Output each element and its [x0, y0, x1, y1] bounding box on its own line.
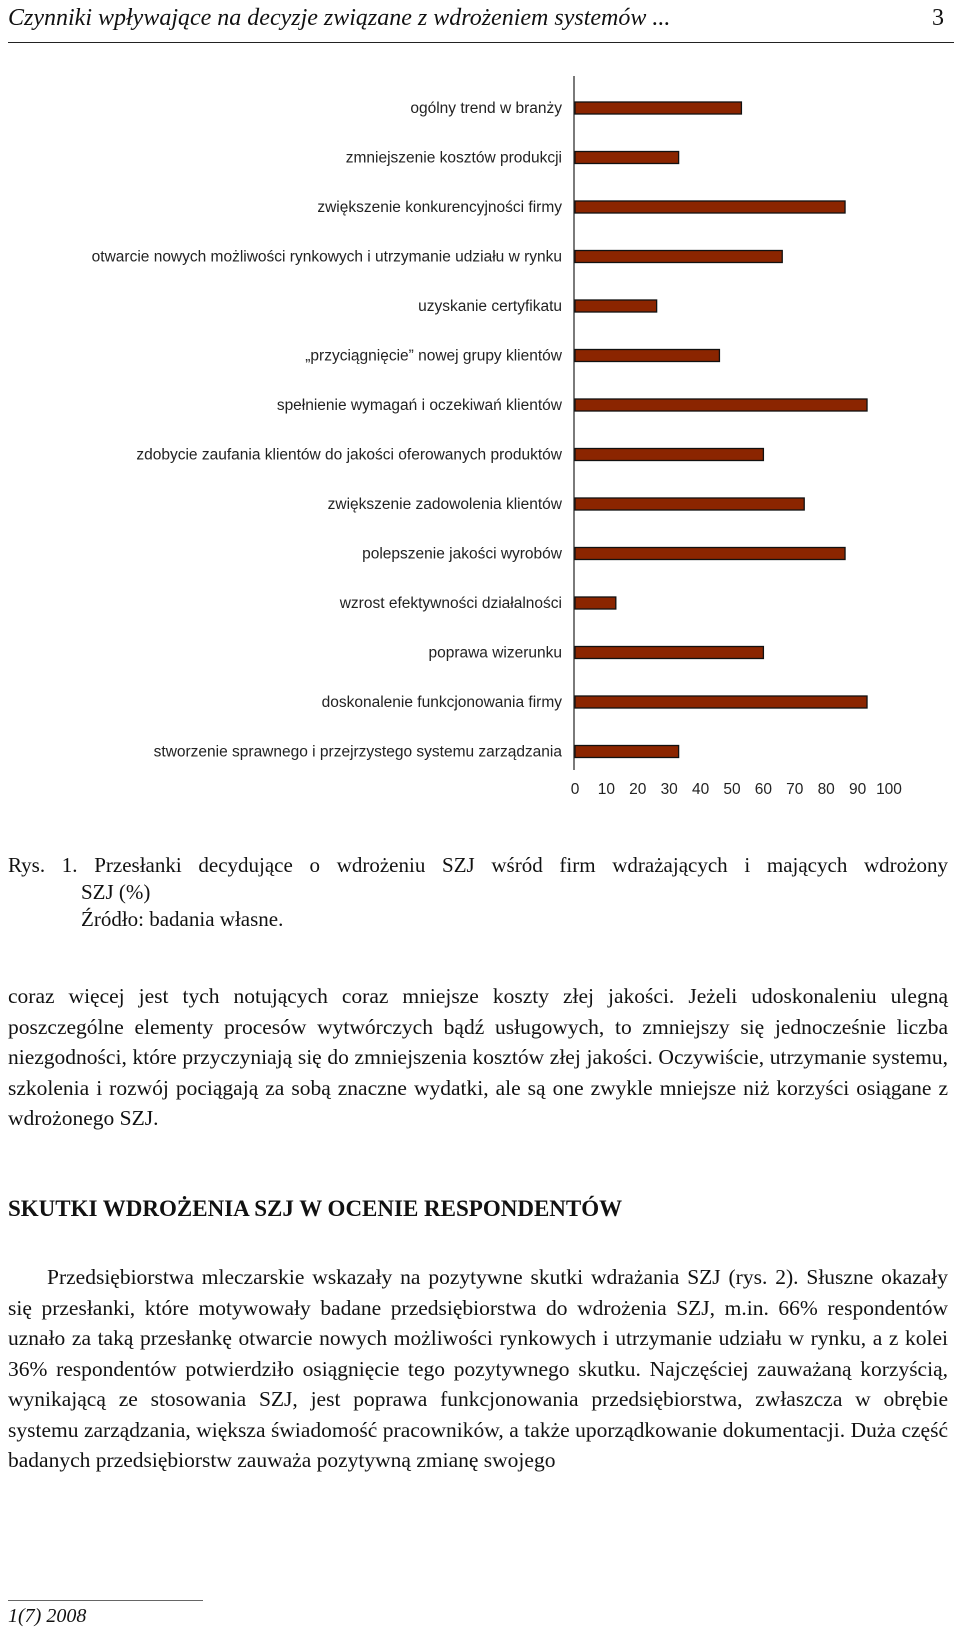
category-label: zwiększenie konkurencyjności firmy — [317, 199, 562, 216]
category-label: zmniejszenie kosztów produkcji — [345, 149, 562, 167]
category-labels — [92, 100, 563, 761]
section-heading: SKUTKI WDROŻENIA SZJ W OCENIE RESPONDENTÓW — [8, 1196, 623, 1221]
bar — [575, 647, 763, 659]
category-label: zdobycie zaufania klientów do jakości oferowanych produktów — [136, 446, 562, 464]
category-label: „przyciągnięcie” nowej grupy klientów — [305, 347, 562, 365]
bar — [575, 548, 845, 560]
bar — [575, 746, 679, 758]
bar — [575, 597, 616, 609]
body-paragraph-2: Przedsiębiorstwa mleczarskie wskazały na pozytywne skutki wdrażania SZJ (rys. 2). Słuszne okazały się przesłanki, które motywowały badane przedsiębiorstwa do wdrożenia SZJ, m.in. 66% respondentów uznało za taką przesłankę otwarcie nowych możliwości rynkowych i utrzymanie udziału w rynku, a z kolei 36% respondentów potwierdziło osiągnięcie tego pozytywnego skutku. Najczęściej zauważaną korzyścią, wynikającą ze stosowania SZJ, jest poprawa funkcjonowania przedsiębiorstwa, zwłaszcza w obrębie systemu zarządzania, większa świadomość pracowników, a także uporządkowanie dokumentacji. Duża część badanych przedsiębiorstw zauważa pozytywną zmianę swojego — [8, 1265, 948, 1472]
bar — [575, 498, 804, 510]
bar — [575, 300, 657, 312]
x-tick-label: 20 — [629, 781, 647, 798]
category-label: polepszenie jakości wyrobów — [362, 545, 562, 563]
running-title: Czynniki wpływające na decyzje związane z wdrożeniem systemów ... — [8, 5, 671, 31]
bar — [575, 152, 679, 164]
category-label: ogólny trend w branży — [410, 100, 562, 117]
category-label: poprawa wizerunku — [428, 644, 562, 662]
bar — [575, 696, 867, 708]
caption-source: Źródło: badania własne. — [81, 907, 284, 931]
x-tick-label: 0 — [570, 781, 580, 798]
category-label: doskonalenie funkcjonowania firmy — [321, 694, 562, 711]
bar-chart — [0, 60, 960, 810]
bars — [575, 102, 867, 758]
x-tick-label: 10 — [597, 781, 616, 798]
bar — [575, 102, 741, 114]
body-paragraph-1: coraz więcej jest tych notujących coraz mniejsze koszty złej jakości. Jeżeli udoskonaleniu ulegną poszczególne elementy procesów wytwórczych bądź usługowych, to zmniejszy się jednocześnie liczba niezgodności, które przyczyniają się do zmniejszenia kosztów złej jakości. Oczywiście, utrzymanie systemu, szkolenia i rozwój pociągają za sobą znaczne wydatki, ale są one zwykle mniejsze niż korzyści osiągane z wdrożonego SZJ. — [8, 984, 948, 1130]
x-tick-labels — [571, 781, 903, 798]
x-tick-label: 40 — [691, 781, 710, 798]
bar — [575, 449, 763, 461]
caption-line-2: SZJ (%) — [81, 880, 151, 904]
bar — [575, 251, 782, 263]
category-label: stworzenie sprawnego i przejrzystego systemu zarządzania — [153, 743, 562, 761]
page-number: 3 — [932, 5, 944, 31]
bar — [575, 399, 867, 411]
x-tick-label: 50 — [723, 781, 741, 798]
category-label: zwiększenie zadowolenia klientów — [327, 496, 562, 513]
footer-issue: 1(7) 2008 — [8, 1605, 87, 1627]
category-label: uzyskanie certyfikatu — [418, 298, 562, 315]
x-tick-label: 90 — [848, 781, 867, 798]
category-label: spełnienie wymagań i oczekiwań klientów — [276, 397, 562, 414]
figure-caption — [8, 852, 948, 933]
bar — [575, 350, 719, 362]
bar — [575, 201, 845, 213]
x-tick-label: 100 — [876, 781, 902, 798]
page-header — [8, 2, 954, 43]
x-tick-label: 70 — [786, 781, 804, 798]
caption-line-1: Rys. 1. Przesłanki decydujące o wdrożeniu SZJ wśród firm wdrażających i mających wdrożony — [8, 853, 948, 877]
x-tick-label: 30 — [660, 781, 678, 798]
footer-divider — [8, 1600, 203, 1601]
x-tick-label: 60 — [754, 781, 773, 798]
category-label: wzrost efektywności działalności — [339, 595, 562, 612]
x-tick-label: 80 — [817, 781, 835, 798]
category-label: otwarcie nowych możliwości rynkowych i utrzymanie udziału w rynku — [91, 248, 562, 266]
